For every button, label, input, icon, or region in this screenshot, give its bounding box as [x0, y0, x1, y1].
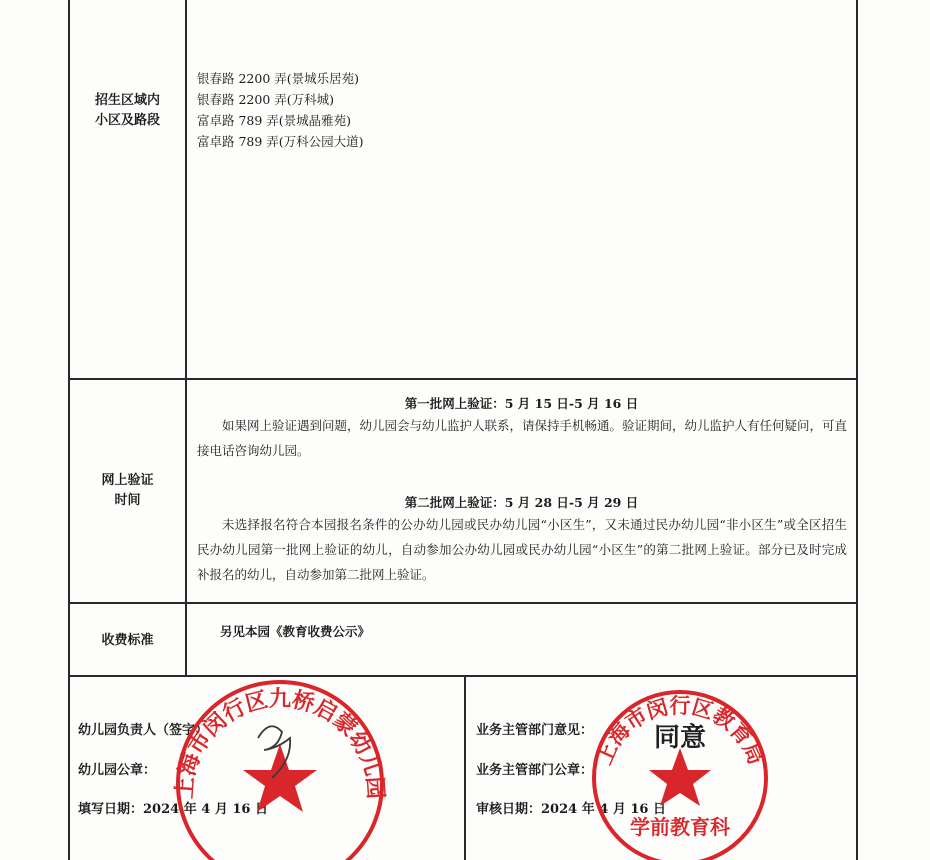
fees-label: 收费标准 [101, 633, 154, 648]
approval-stamp-text: 同意 [653, 723, 707, 753]
fill-date-value: 2024 年 4 月 16 日 [143, 802, 268, 817]
batch1-title: 第一批网上验证：5 月 15 日-5 月 16 日 [404, 396, 639, 411]
kindergarten-seal-text: 上海市闵行区九桥启蒙幼儿园 [172, 687, 388, 800]
bureau-seal-star-icon [649, 748, 711, 806]
verification-time-label-line1: 网上验证 [101, 473, 154, 488]
address-1: 银春路 2200 弄(景城乐居苑) [197, 71, 360, 86]
seal-star-icon [243, 744, 317, 812]
review-date-value: 2024 年 4 月 16 日 [541, 802, 666, 817]
footer-column-divider [464, 676, 466, 860]
enrollment-area-label-line1: 招生区域内 [94, 93, 160, 108]
education-bureau-seal [585, 676, 775, 860]
row-divider-1 [68, 378, 858, 380]
department-seal-label: 业务主管部门公章： [476, 763, 594, 778]
batch1-text: 如果网上验证遇到问题，幼儿园会与幼儿监护人联系，请保持手机畅通。验证期间，幼儿监护人有任何疑问，可直接电话咨询幼儿园。 [197, 418, 848, 458]
bureau-seal-text: 上海市闵行区教育局 [591, 694, 769, 769]
fill-date-label: 填写日期： [78, 802, 144, 817]
address-4: 富卓路 789 弄(万科公园大道) [197, 134, 364, 149]
label-column-divider [185, 0, 187, 676]
verification-time-label-line2: 时间 [114, 492, 141, 508]
batch2-title: 第二批网上验证：5 月 28 日-5 月 29 日 [404, 495, 639, 510]
review-date-label: 审核日期： [476, 802, 542, 817]
kindergarten-seal [160, 676, 400, 860]
table-right-border [856, 0, 858, 860]
row-divider-2 [68, 602, 858, 604]
department-opinion-label: 业务主管部门意见： [476, 723, 594, 738]
address-2: 银春路 2200 弄(万科城) [197, 92, 335, 107]
kindergarten-seal-label: 幼儿园公章： [78, 763, 157, 778]
verification-time-label [70, 471, 185, 510]
batch2-text: 未选择报名符合本园报名条件的公办幼儿园或民办幼儿园“小区生”，又未通过民办幼儿园“非小区生”或全区招生民办幼儿园第一批网上验证的幼儿，自动参加公办幼儿园或民办幼儿园“小区生”的第二批网上验证。部分已及时完成补报名的幼儿，自动参加第二批网上验证。 [197, 517, 847, 582]
principal-signature-label: 幼儿园负责人（签字） [78, 723, 209, 738]
fees-value: 另见本园《教育收费公示》 [220, 624, 371, 639]
address-3: 富卓路 789 弄(景城晶雅苑) [197, 113, 352, 128]
enrollment-area-label [70, 91, 185, 130]
enrollment-area-label-line2: 小区及路段 [94, 112, 160, 128]
bureau-seal-bottom-text: 学前教育科 [630, 815, 730, 839]
